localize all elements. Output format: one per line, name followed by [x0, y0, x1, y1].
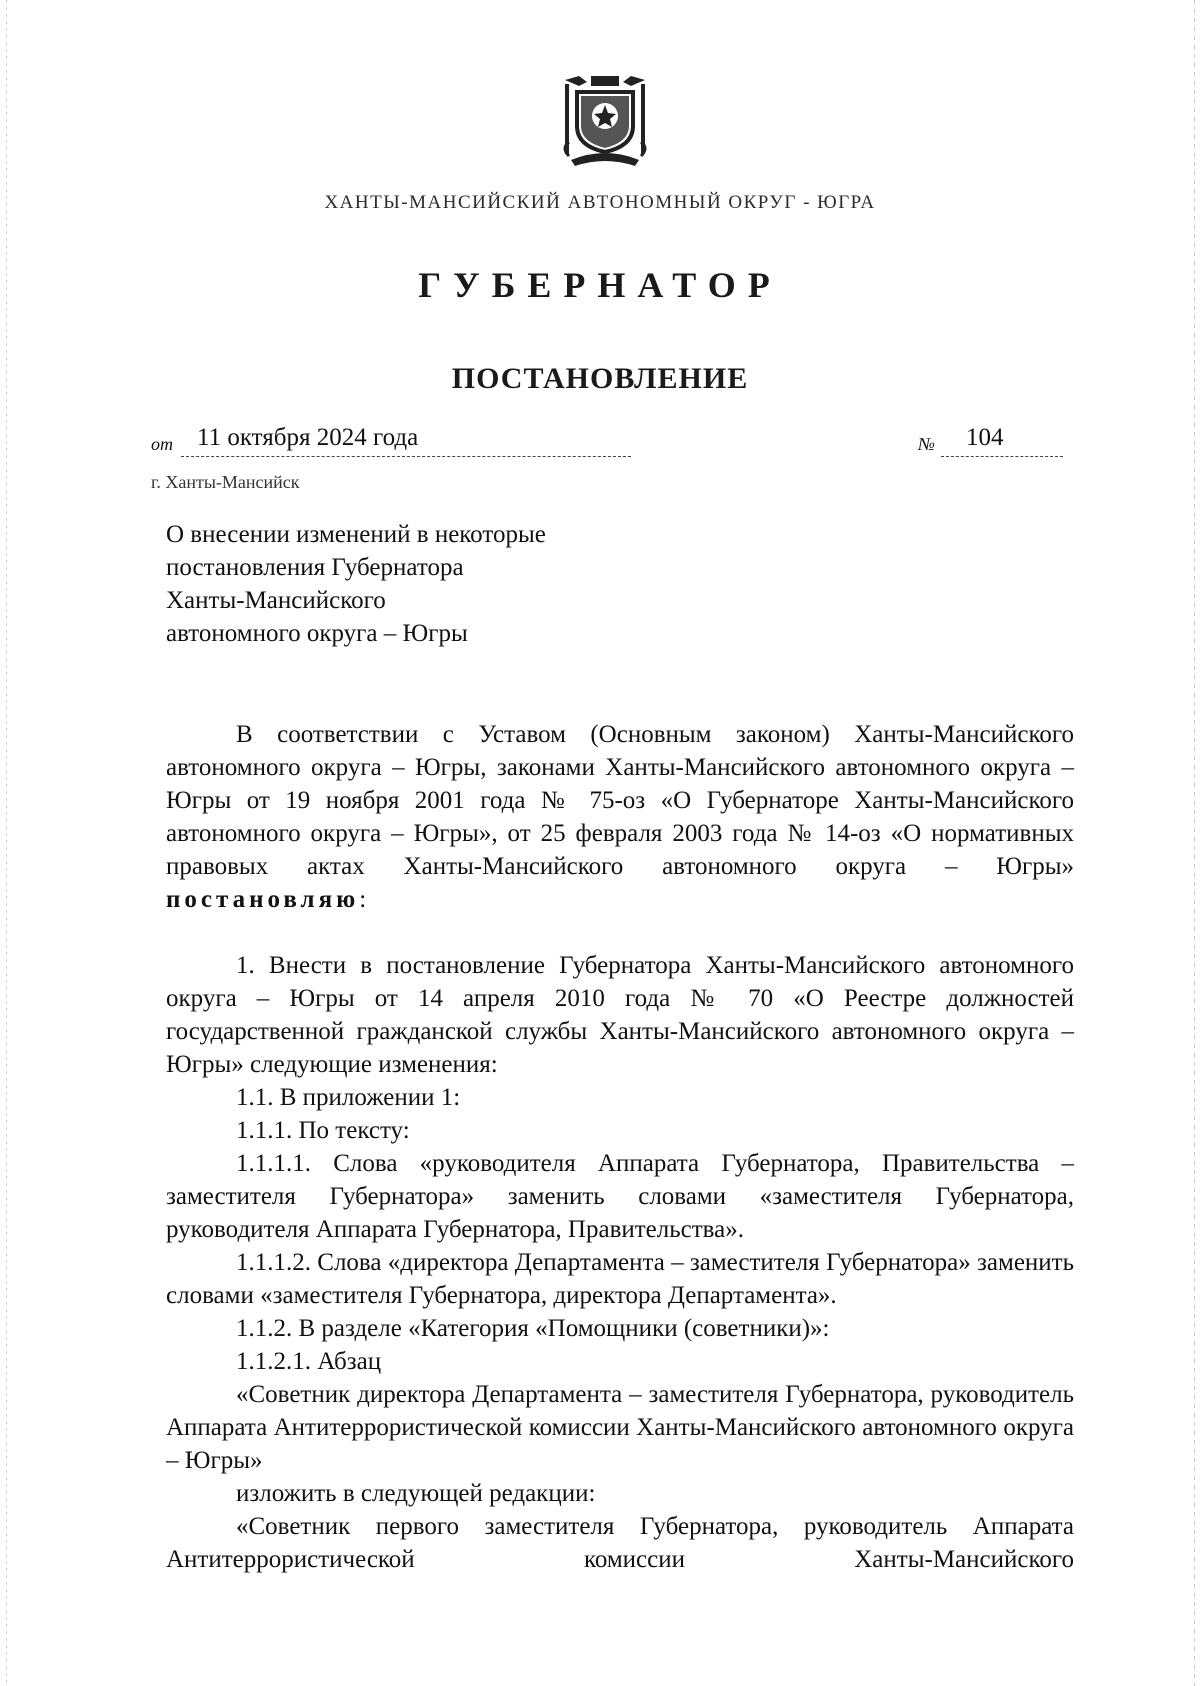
scan-edge-right [1194, 0, 1195, 1686]
paragraph-1-1-1: 1.1.1. По тексту: [236, 1117, 410, 1144]
quote-old-wording: «Советник директора Департамента – заместителя Губернатора, руководитель Аппарата Антитеррористической комиссии Ханты-Мансийского автономного округа – Югры» [166, 1381, 1074, 1474]
paragraph-1-1-2-1: 1.1.2.1. Абзац [236, 1348, 382, 1375]
subject-line: О внесении изменений в некоторые [166, 521, 546, 548]
preamble-paragraph [166, 718, 1074, 916]
date-number-row [151, 424, 1061, 464]
number-prefix: № [918, 434, 935, 454]
subject-block [166, 518, 546, 650]
decree-colon: : [359, 886, 367, 913]
subject-line: постановления Губернатора [166, 554, 464, 581]
quote-new-wording: «Советник первого заместителя Губернатора, руководитель Аппарата Антитеррористической комиссии Ханты-Мансийского [166, 1513, 1074, 1573]
scan-edge-left [6, 0, 7, 1686]
preamble-text: В соответствии с Уставом (Основным законом) Ханты-Мансийского автономного округа – Югры, законами Ханты-Мансийского автономного округа – Югры от 19 ноября 2001 года № 75-оз «О Губернаторе Ханты-Мансийского автономного округа – Югры», от 25 февраля 2003 года № 14-оз «О нормативных правовых актах Ханты-Мансийского автономного округа – Югры» [166, 721, 1074, 880]
subject-line: Ханты-Мансийского [166, 587, 386, 614]
paragraph-1: 1. Внести в постановление Губернатора Ханты-Мансийского автономного округа – Югры от 14 апреля 2010 года № 70 «О Реестре должностей государственной гражданской службы Ханты-Мансийского автономного округа – Югры» следующие изменения: [166, 952, 1074, 1078]
document-date: 11 октября 2024 года [197, 424, 419, 451]
paragraph-1-1-1-2: 1.1.1.2. Слова «директора Департамента – заместителя Губернатора» заменить словами «заместителя Губернатора, директора Департамента». [166, 1249, 1074, 1309]
city: г. Ханты-Мансийск [151, 472, 300, 492]
document-number: 104 [966, 424, 1004, 451]
paragraph-1-1: 1.1. В приложении 1: [236, 1084, 461, 1111]
date-prefix: от [151, 434, 173, 454]
authority-title: ГУБЕРНАТОР [418, 265, 782, 305]
date-underline [181, 456, 631, 457]
coat-of-arms-emblem [557, 72, 653, 168]
document-body [166, 718, 1074, 1576]
document-type: ПОСТАНОВЛЕНИЕ [451, 362, 749, 395]
region-title: ХАНТЫ-МАНСИЙСКИЙ АВТОНОМНЫЙ ОКРУГ - ЮГРА [324, 192, 876, 213]
paragraph-1-1-2: 1.1.2. В разделе «Категория «Помощники (советники)»: [236, 1315, 830, 1342]
new-wording-statement: изложить в следующей редакции: [236, 1480, 596, 1507]
paragraph-1-1-1-1: 1.1.1.1. Слова «руководителя Аппарата Губернатора, Правительства – заместителя Губернатора» заменить словами «заместителя Губернатора, руководителя Аппарата Губернатора, Правительства». [166, 1150, 1074, 1243]
subject-line: автономного округа – Югры [166, 620, 468, 647]
decree-word: постановляю [166, 886, 360, 913]
number-underline [941, 456, 1063, 457]
